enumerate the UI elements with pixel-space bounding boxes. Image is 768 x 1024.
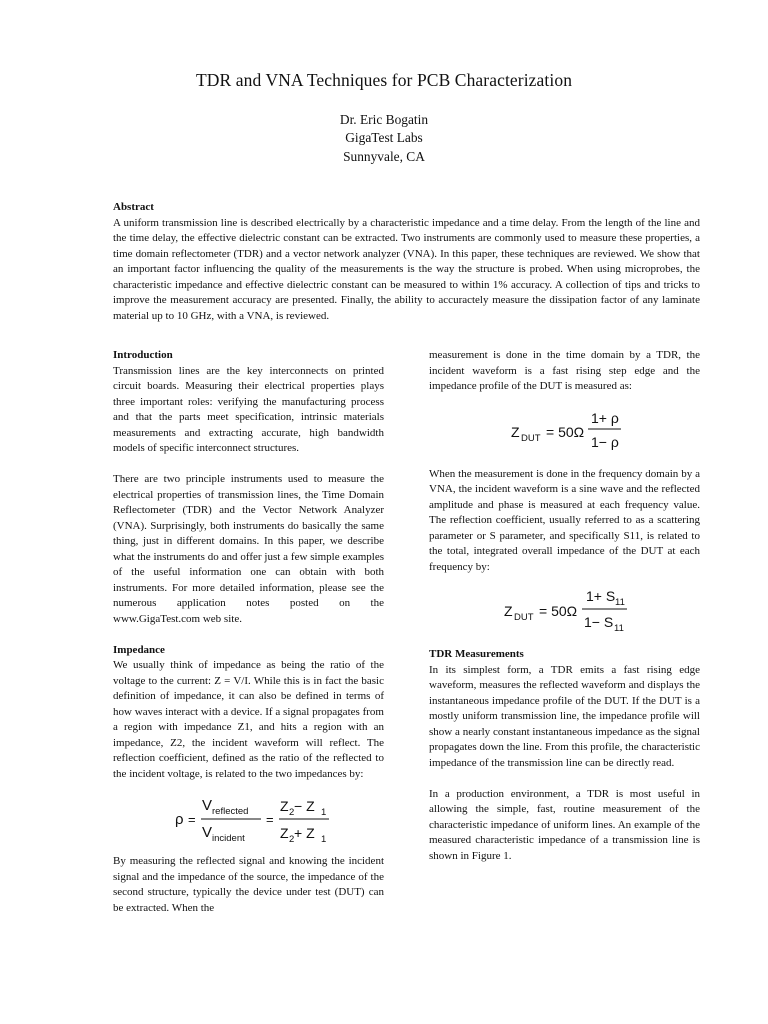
eq-num-minus-z1: − Z <box>294 798 315 814</box>
eq-v-incident-main: V <box>202 824 213 841</box>
eq1-z-sub: DUT <box>521 432 541 444</box>
right-paragraph-2: When the measurement is done in the frequency domain by a VNA, the incident waveform is a sine wave and the reflected amplitude and phase is measured at each frequency value. The reflection coefficient, usually referred to as a scattering parameter or S parameter, and specifically S11, is related to the total, integrated overall impedance of the DUT at each frequency by: <box>429 467 700 573</box>
eq2-denominator: 1− S <box>584 614 614 630</box>
eq2-equals-50-ohm: = 50Ω <box>539 603 578 619</box>
right-paragraph-3: In its simplest form, a TDR emits a fast rising edge waveform, measures the reflected waveform and displays the instantaneous impedance profile of the DUT. If the DUT is a mostly uniform transmission line, the impedance profile will show a nearly constant instantaneous impedance as the signal propagates down the line. From this profile, the characteristic impedance of the transmission line can be directly read. <box>429 663 700 769</box>
eq-num-z1-sub: 1 <box>321 807 327 818</box>
abstract-heading: Abstract <box>113 201 154 213</box>
eq2-z-sub: DUT <box>514 612 534 623</box>
eq2-numerator: 1+ S <box>586 588 616 604</box>
impedance-heading: Impedance <box>113 643 165 656</box>
author-affiliation: GigaTest Labs <box>345 130 423 146</box>
eq-den-z1-sub: 1 <box>321 834 327 845</box>
tdr-impedance-equation-graphic <box>429 395 700 467</box>
abstract-section <box>113 200 700 324</box>
introduction-heading: Introduction <box>113 349 173 361</box>
eq1-numerator: 1+ ρ <box>591 409 619 426</box>
eq1-equals-50-ohm: = 50Ω <box>546 423 585 440</box>
eq2-z-main: Z <box>504 603 513 619</box>
eq-v-reflected-sub: reflected <box>212 806 249 817</box>
eq-v-reflected-main: V <box>202 797 213 814</box>
eq-v-incident-sub: incident <box>212 833 245 844</box>
eq1-denominator: 1− ρ <box>591 433 619 450</box>
eq-den-z2-sub: 2 <box>289 834 295 845</box>
right-column <box>429 348 700 864</box>
introduction-paragraph-1: Transmission lines are the key interconnects on printed circuit boards. Measuring their electrical properties plays three important roles: verifying the manufacturing process and that the parts meet specification, intrinsic materials measurements and extracting accurate, high bandwidth models of specific interconnect structures. <box>113 364 384 454</box>
impedance-paragraph-1: We usually think of impedance as being the ratio of the voltage to the current: Z = V/I. While this is in fact the basic definition of impedance, it can also be defined in terms of how waves interact with a device. If a signal propagates from a region with impedance Z1, and hits a region with an impedance, Z2, the incident waveform will reflect. The reflection coefficient, defined as the ratio of the reflected to the incident voltage, is related to the two impedances by: <box>113 659 384 780</box>
right-paragraph-1: measurement is done in the time domain by a TDR, the incident waveform is a fast rising step edge and the impedance profile of the DUT is measured as: <box>429 349 700 392</box>
eq-num-z2: Z <box>280 798 289 814</box>
left-column <box>113 348 384 916</box>
eq-rho-lhs: ρ <box>175 811 184 828</box>
impedance-paragraph-2: By measuring the reflected signal and knowing the incident signal and the impedance of the source, the impedance of the second structure, typically the device under test (DUT) can be extracted. When the <box>113 855 384 914</box>
abstract-text: A uniform transmission line is described electrically by a characteristic impedance and a time delay. From the length of the line and the time delay, the effective dielectric constant can be extracted. Two instruments are commonly used to measure these properties, a time domain reflectometer (TDR) and a vector network analyzer (VNA). In this paper, these techniques are reviewed. We show that an important factor influencing the quality of the measurements is the way the structure is probed. When using microprobes, the characteristic impedance and effective dielectric constant can be measured to within 1% accuracy. A collection of tips and tricks to improve the measurement accuracy are presented. Finally, the ability to accuractely measure the dissipation factor of any laminate material up to 10 GHz, with a VNA, is reviewed. <box>113 216 700 322</box>
tdr-measurements-heading: TDR Measurements <box>429 648 524 660</box>
eq2-denominator-sub: 11 <box>614 623 624 634</box>
eq-rho-equals-2: = <box>266 812 274 827</box>
eq-rho-equals-1: = <box>188 812 196 827</box>
eq-den-plus-z1: + Z <box>294 825 315 841</box>
vna-impedance-equation <box>429 575 700 647</box>
author-name: Dr. Eric Bogatin <box>339 112 429 127</box>
tdr-impedance-equation <box>429 395 700 467</box>
paper-title: TDR and VNA Techniques for PCB Characterization <box>195 70 573 90</box>
vna-impedance-equation-graphic <box>429 575 700 647</box>
author-block <box>0 111 768 166</box>
eq1-z-main: Z <box>511 423 520 440</box>
eq2-numerator-sub: 11 <box>615 597 625 608</box>
reflection-coefficient-equation-graphic <box>113 782 384 854</box>
eq-den-z2: Z <box>280 825 289 841</box>
author-location: Sunnyvale, CA <box>343 148 425 164</box>
right-paragraph-4: In a production environment, a TDR is most useful in allowing the simple, fast, routine measurement of the characteristic impedance of uniform lines. An example of the measured characteristic impedance of a transmission line is shown in Figure 1. <box>429 787 700 862</box>
eq-num-z2-sub: 2 <box>289 807 295 818</box>
introduction-paragraph-2: There are two principle instruments used to measure the electrical properties of transmission lines, the Time Domain Reflectometer (TDR) and the Vector Network Analyzer (VNA). Surprisingly, both instruments do basically the same thing, just in different domains. In this paper, we describe what the instruments do and offer just a few simple examples of the useful information one can obtain with both instruments. For more detailed information, please see the numerous application notes posted on the www.GigaTest.com web site. <box>113 473 384 625</box>
reflection-coefficient-equation <box>113 782 384 854</box>
